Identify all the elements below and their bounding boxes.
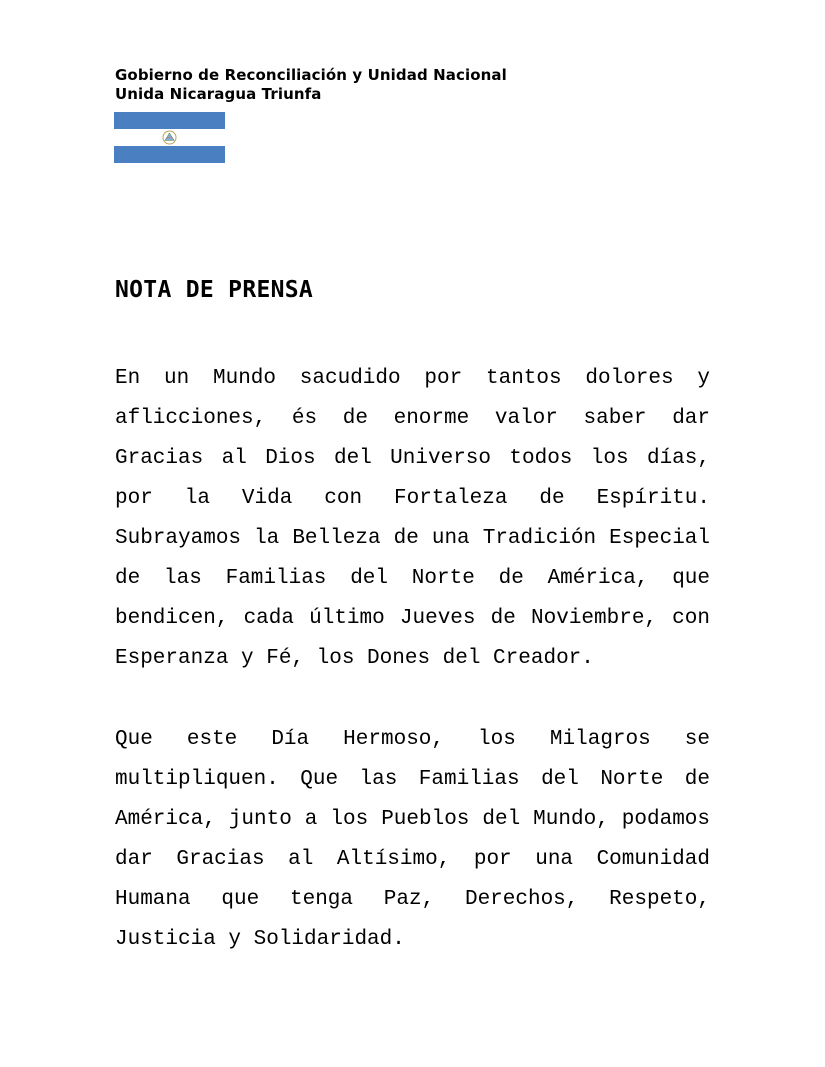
nicaragua-flag-icon [114,112,225,163]
letterhead [115,66,507,104]
page-title: NOTA DE PRENSA [115,277,314,303]
government-slogan: Unida Nicaragua Triunfa [115,85,322,103]
government-name: Gobierno de Reconciliación y Unidad Nacional [115,66,507,84]
body-paragraph: En un Mundo sacudido por tantos dolores y aflicciones, és de enorme valor saber dar Gracias al Dios del Universo todos los días, por la Vida con Fortaleza de Espíritu. Subrayamos la Belleza de una Tradición Especial de las Familias del Norte de América, que bendicen, cada último Jueves de Noviembre, con Esperanza y Fé, los Dones del Creador. [115,367,710,670]
body-paragraph: Que este Día Hermoso, los Milagros se multipliquen. Que las Familias del Norte de América, junto a los Pueblos del Mundo, podamos dar Gracias al Altísimo, por una Comunidad Humana que tenga Paz, Derechos, Respeto, Justicia y Solidaridad. [115,728,710,951]
